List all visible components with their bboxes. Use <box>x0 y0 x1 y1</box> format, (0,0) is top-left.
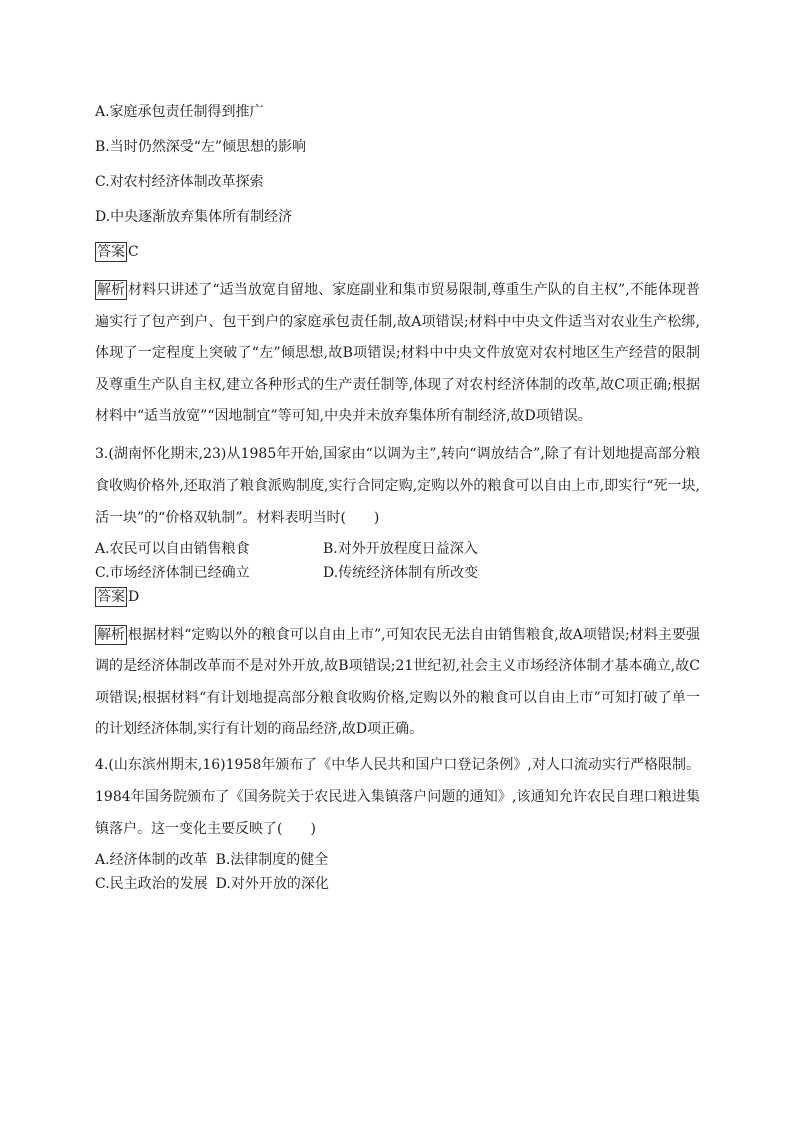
q2-analysis-text: 材料只讲述了“适当放宽自留地、家庭副业和集市贸易限制,尊重生产队的自主权”,不能体现普遍实行了包产到户、包干到户的家庭承包责任制,故A项错误;材料中中央文件适当对农业生产松绑,体现了一定程度上突破了“左”倾思想,故B项错误;材料中中央文件放宽对农村地区生产经营的限制及尊重生产队自主权,建立各种形式的生产责任制等,体现了对农村经济体制的改革,故C项正确;根据材料中“适当放宽”“因地制宜”等可知,中央并未放弃集体所有制经济,故D项错误。 <box>95 282 700 424</box>
q2-option-b: B.当时仍然深受“左”倾思想的影响 <box>95 139 307 155</box>
q3-answer <box>95 585 700 609</box>
q2-option-c: C.对农村经济体制改革探索 <box>95 174 264 190</box>
q2-answer-value: C <box>128 244 139 260</box>
q4-options-row-1 <box>95 848 700 872</box>
q3-options-row-2 <box>95 561 700 585</box>
page-content <box>95 100 700 896</box>
q2-option-a: A.家庭承包责任制得到推广 <box>95 104 264 120</box>
q3-option-c: C.市场经济体制已经确立 <box>95 564 250 581</box>
answer-label: 答案 <box>97 588 125 605</box>
q3-option-d: D.传统经济体制有所改变 <box>323 564 479 581</box>
q2-option-d: D.中央逐渐放弃集体所有制经济 <box>95 209 293 225</box>
answer-label: 答案 <box>97 244 125 260</box>
q3-option-a: A.农民可以自由销售粮食 <box>95 540 250 557</box>
q3-stem: 3.(湖南怀化期末,23)从1985年开始,国家由“以调为主”,转向“调放结合”,除了有计划地提高部分粮食收购价格外,还取消了粮食派购制度,实行合同定购,定购以外的粮食可以自由上市,即实行“死一块,活一块”的“价格双轨制”。材料表明当时( ) <box>95 445 700 526</box>
q2-analysis <box>95 275 700 433</box>
q3-analysis-text: 根据材料“定购以外的粮食可以自由上市”,可知农民无法自由销售粮食,故A项错误;材料主要强调的是经济体制改革而不是对外开放,故B项错误;21世纪初,社会主义市场经济体制才基本确立,故C项错误;根据材料“有计划地提高部分粮食收购价格,定购以外的粮食可以自由上市”可知打破了单一的计划经济体制,实行有计划的商品经济,故D项正确。 <box>95 626 700 737</box>
q4-option-c: C.民主政治的发展 <box>95 875 208 892</box>
q4-option-d: D.对外开放的深化 <box>215 875 329 892</box>
analysis-label: 解析 <box>97 626 125 643</box>
analysis-label: 解析 <box>97 282 125 298</box>
q3-options-row-1 <box>95 537 700 561</box>
q3-option-b: B.对外开放程度日益深入 <box>323 540 478 557</box>
q4-options-row-2 <box>95 872 700 896</box>
q2-answer <box>95 240 700 264</box>
q4-stem: 4.(山东滨州期末,16)1958年颁布了《中华人民共和国户口登记条例》,对人口流动实行严格限制。1984年国务院颁布了《国务院关于农民进入集镇落户问题的通知》,该通知允许农民自理口粮进集镇落户。这一变化主要反映了( ) <box>95 756 700 837</box>
q3-answer-value: D <box>128 588 140 605</box>
q3-analysis <box>95 620 700 746</box>
q4-option-b: B.法律制度的健全 <box>215 851 329 868</box>
q4-option-a: A.经济体制的改革 <box>95 851 208 868</box>
